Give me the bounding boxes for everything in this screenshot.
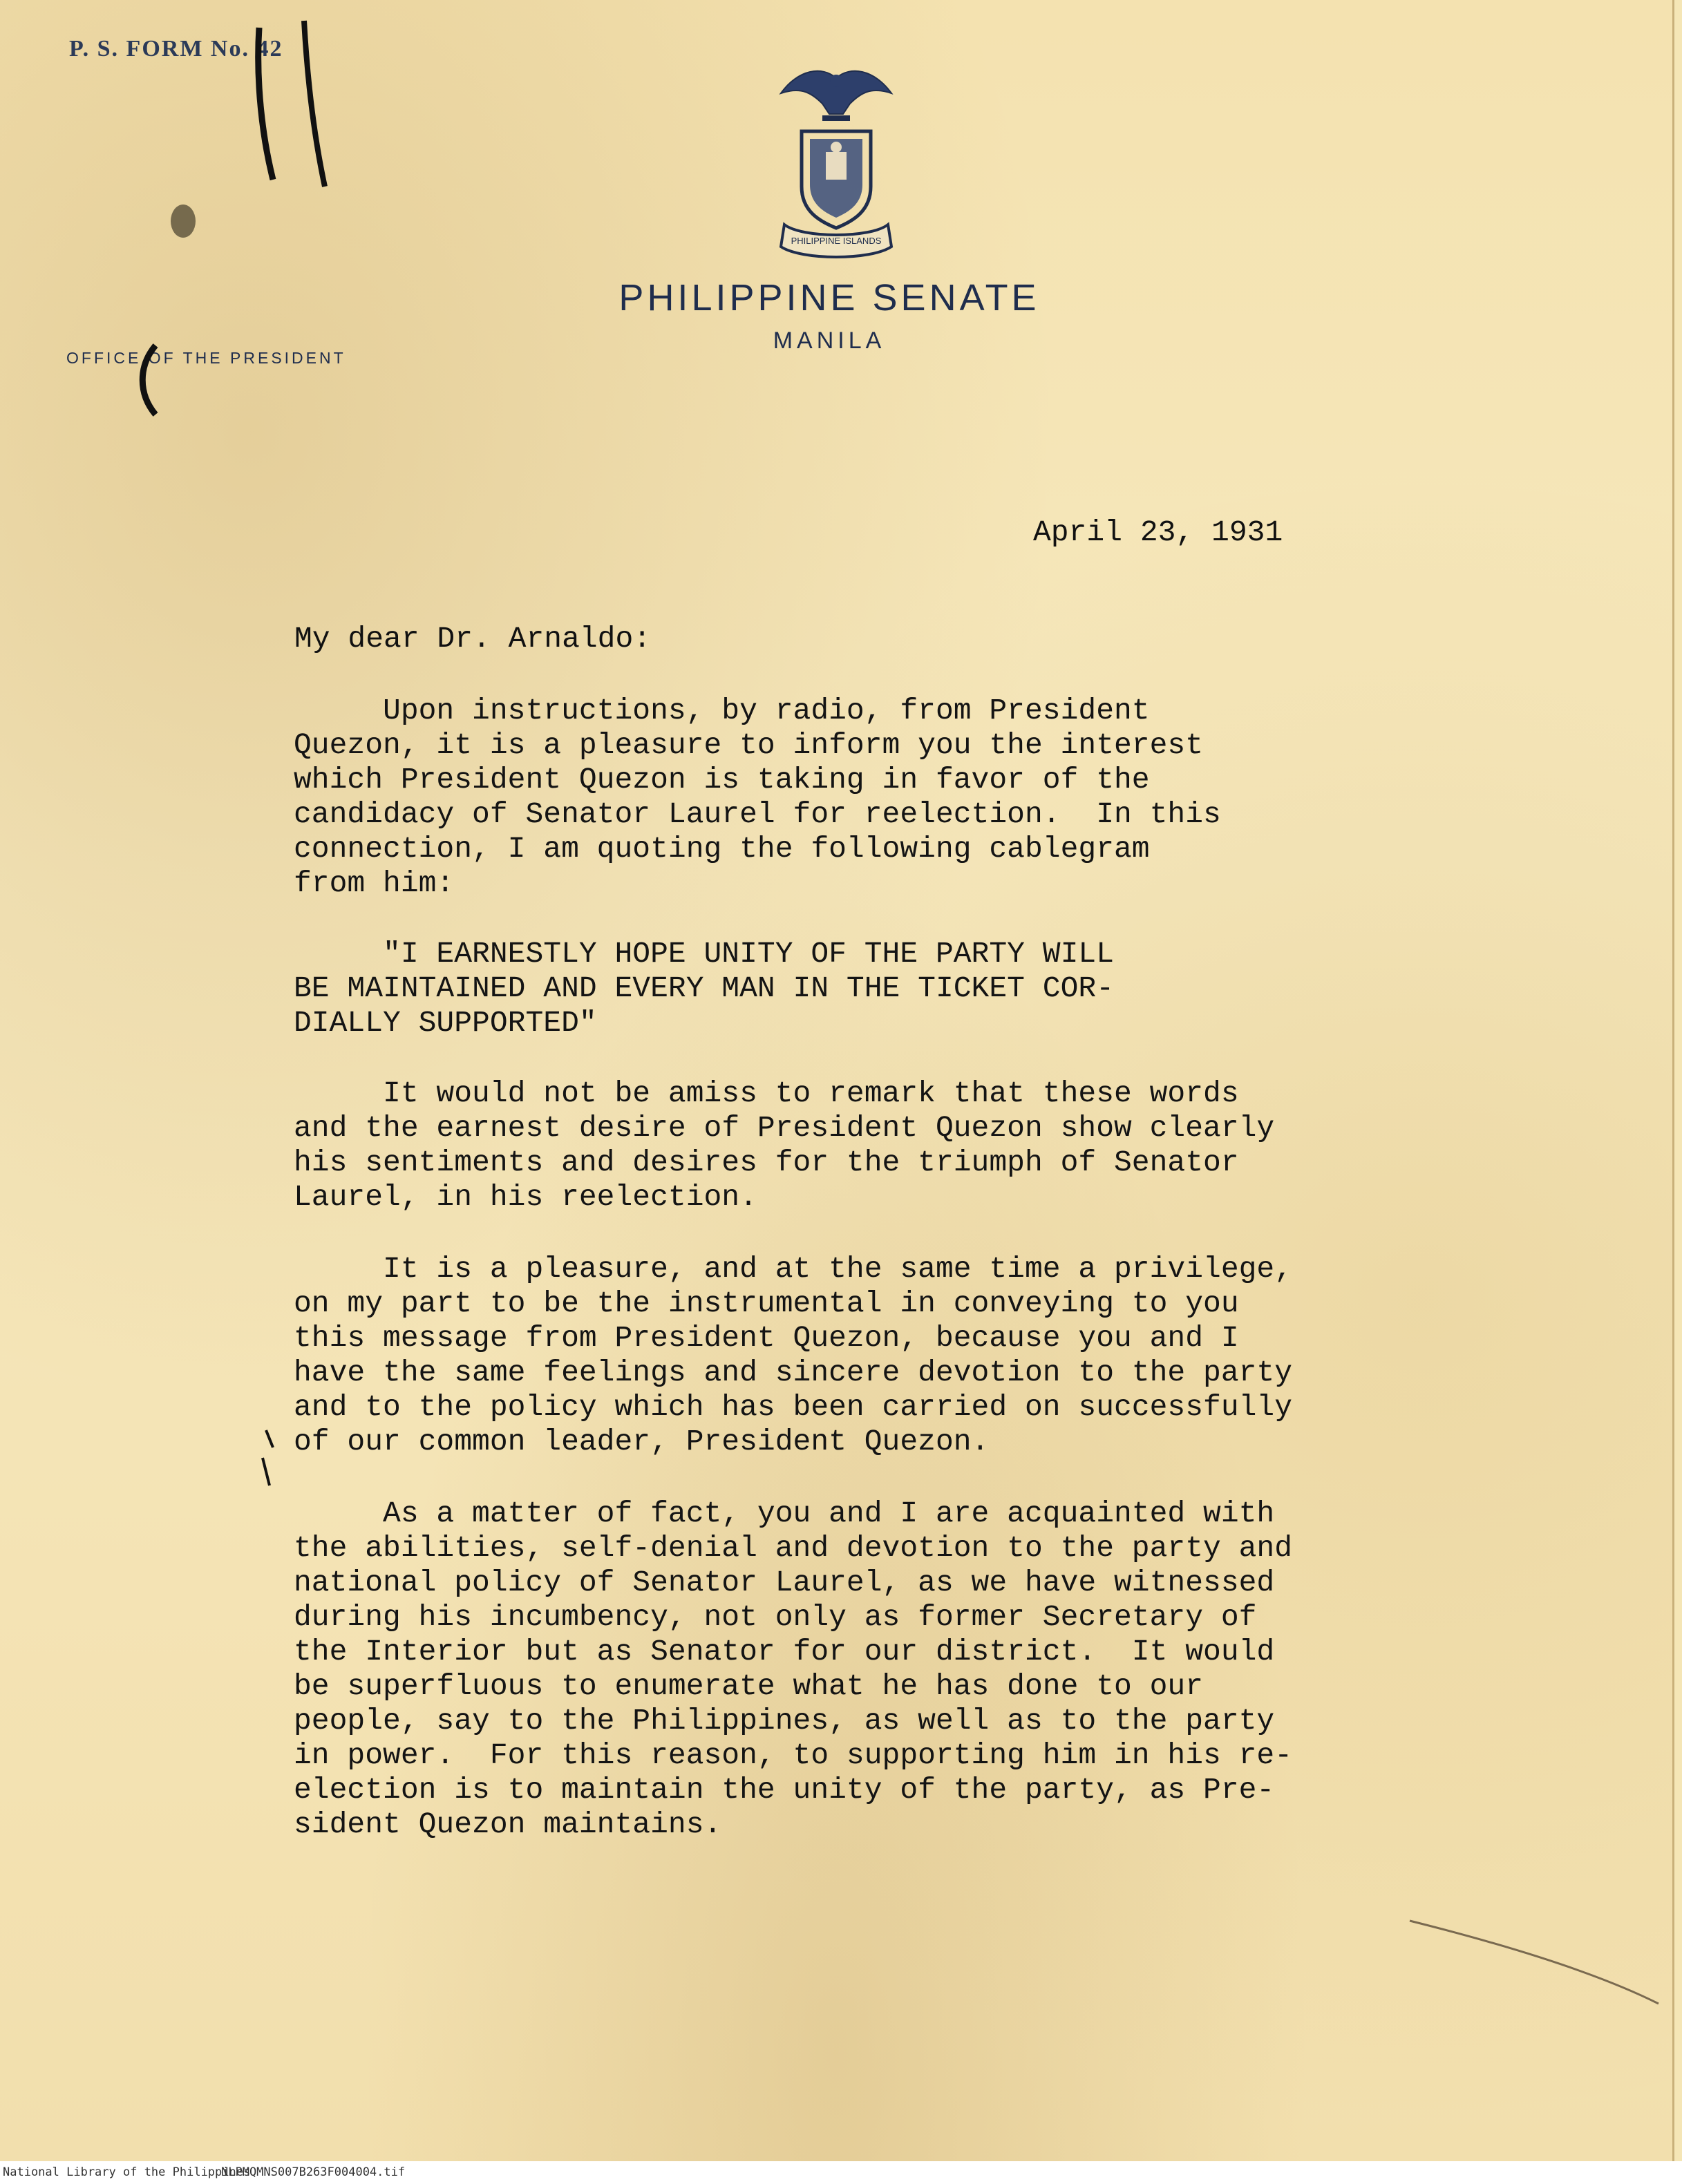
paragraph-1: Upon instructions, by radio, from President Quezon, it is a pleasure to inform you the interest which President Quezon is taking in favor of the candidacy of Senator Laurel for reelection. In this connection, I am quoting the following cablegram from him:: [294, 694, 1221, 900]
file-id: NLPMQMNS007B263F004004.tif: [221, 2165, 406, 2179]
correction-mark: [263, 1430, 273, 1485]
ink-blot: [171, 205, 196, 238]
form-number: P. S. FORM No. 42: [69, 36, 283, 61]
pencil-line: [1410, 1921, 1659, 2004]
office-label: OFFICE OF THE PRESIDENT: [66, 349, 346, 367]
senate-seal-icon: [774, 66, 898, 266]
paragraph-4: As a matter of fact, you and I are acquainted with the abilities, self-denial and devotion to the party and national policy of Senator Laurel, as we have witnessed during his incumbency, not only as former Secretary of the Interior but as Senator for our district. It would be superfluous to enumerate what he has done to our people, say to the Philippines, as well as to the party in power. For this reason, to supporting him in his re- election is to maintain the unity of the party, as Pre- sident Quezon maintains.: [294, 1497, 1293, 1841]
archive-name: National Library of the Philippines: [3, 2165, 251, 2179]
ink-stroke-right: [304, 21, 325, 187]
letter-date: April 23, 1931: [1033, 515, 1283, 549]
paragraph-3: It is a pleasure, and at the same time a privilege, on my part to be the instrumental in conveying to you this message from President Quezon, because you and I have the same feelings and sincere devotion to the party and to the policy which has been carried on successfully of our common leader, President Quezon.: [294, 1252, 1293, 1459]
paragraph-2: It would not be amiss to remark that these words and the earnest desire of President Quezon show clearly his sentiments and desires for the triumph of Senator Laurel, in his reelection.: [294, 1076, 1275, 1214]
letterhead-title: PHILIPPINE SENATE: [618, 277, 1040, 319]
salutation: My dear Dr. Arnaldo:: [294, 622, 652, 656]
seal-motto: PHILIPPINE ISLANDS: [791, 236, 882, 246]
archive-footer: [0, 2161, 1682, 2184]
letterhead-city: MANILA: [773, 327, 886, 354]
quoted-cablegram: "I EARNESTLY HOPE UNITY OF THE PARTY WILL BE MAINTAINED AND EVERY MAN IN THE TICKET COR- DIALLY SUPPORTED": [294, 937, 1114, 1040]
letterhead: [484, 276, 1175, 354]
